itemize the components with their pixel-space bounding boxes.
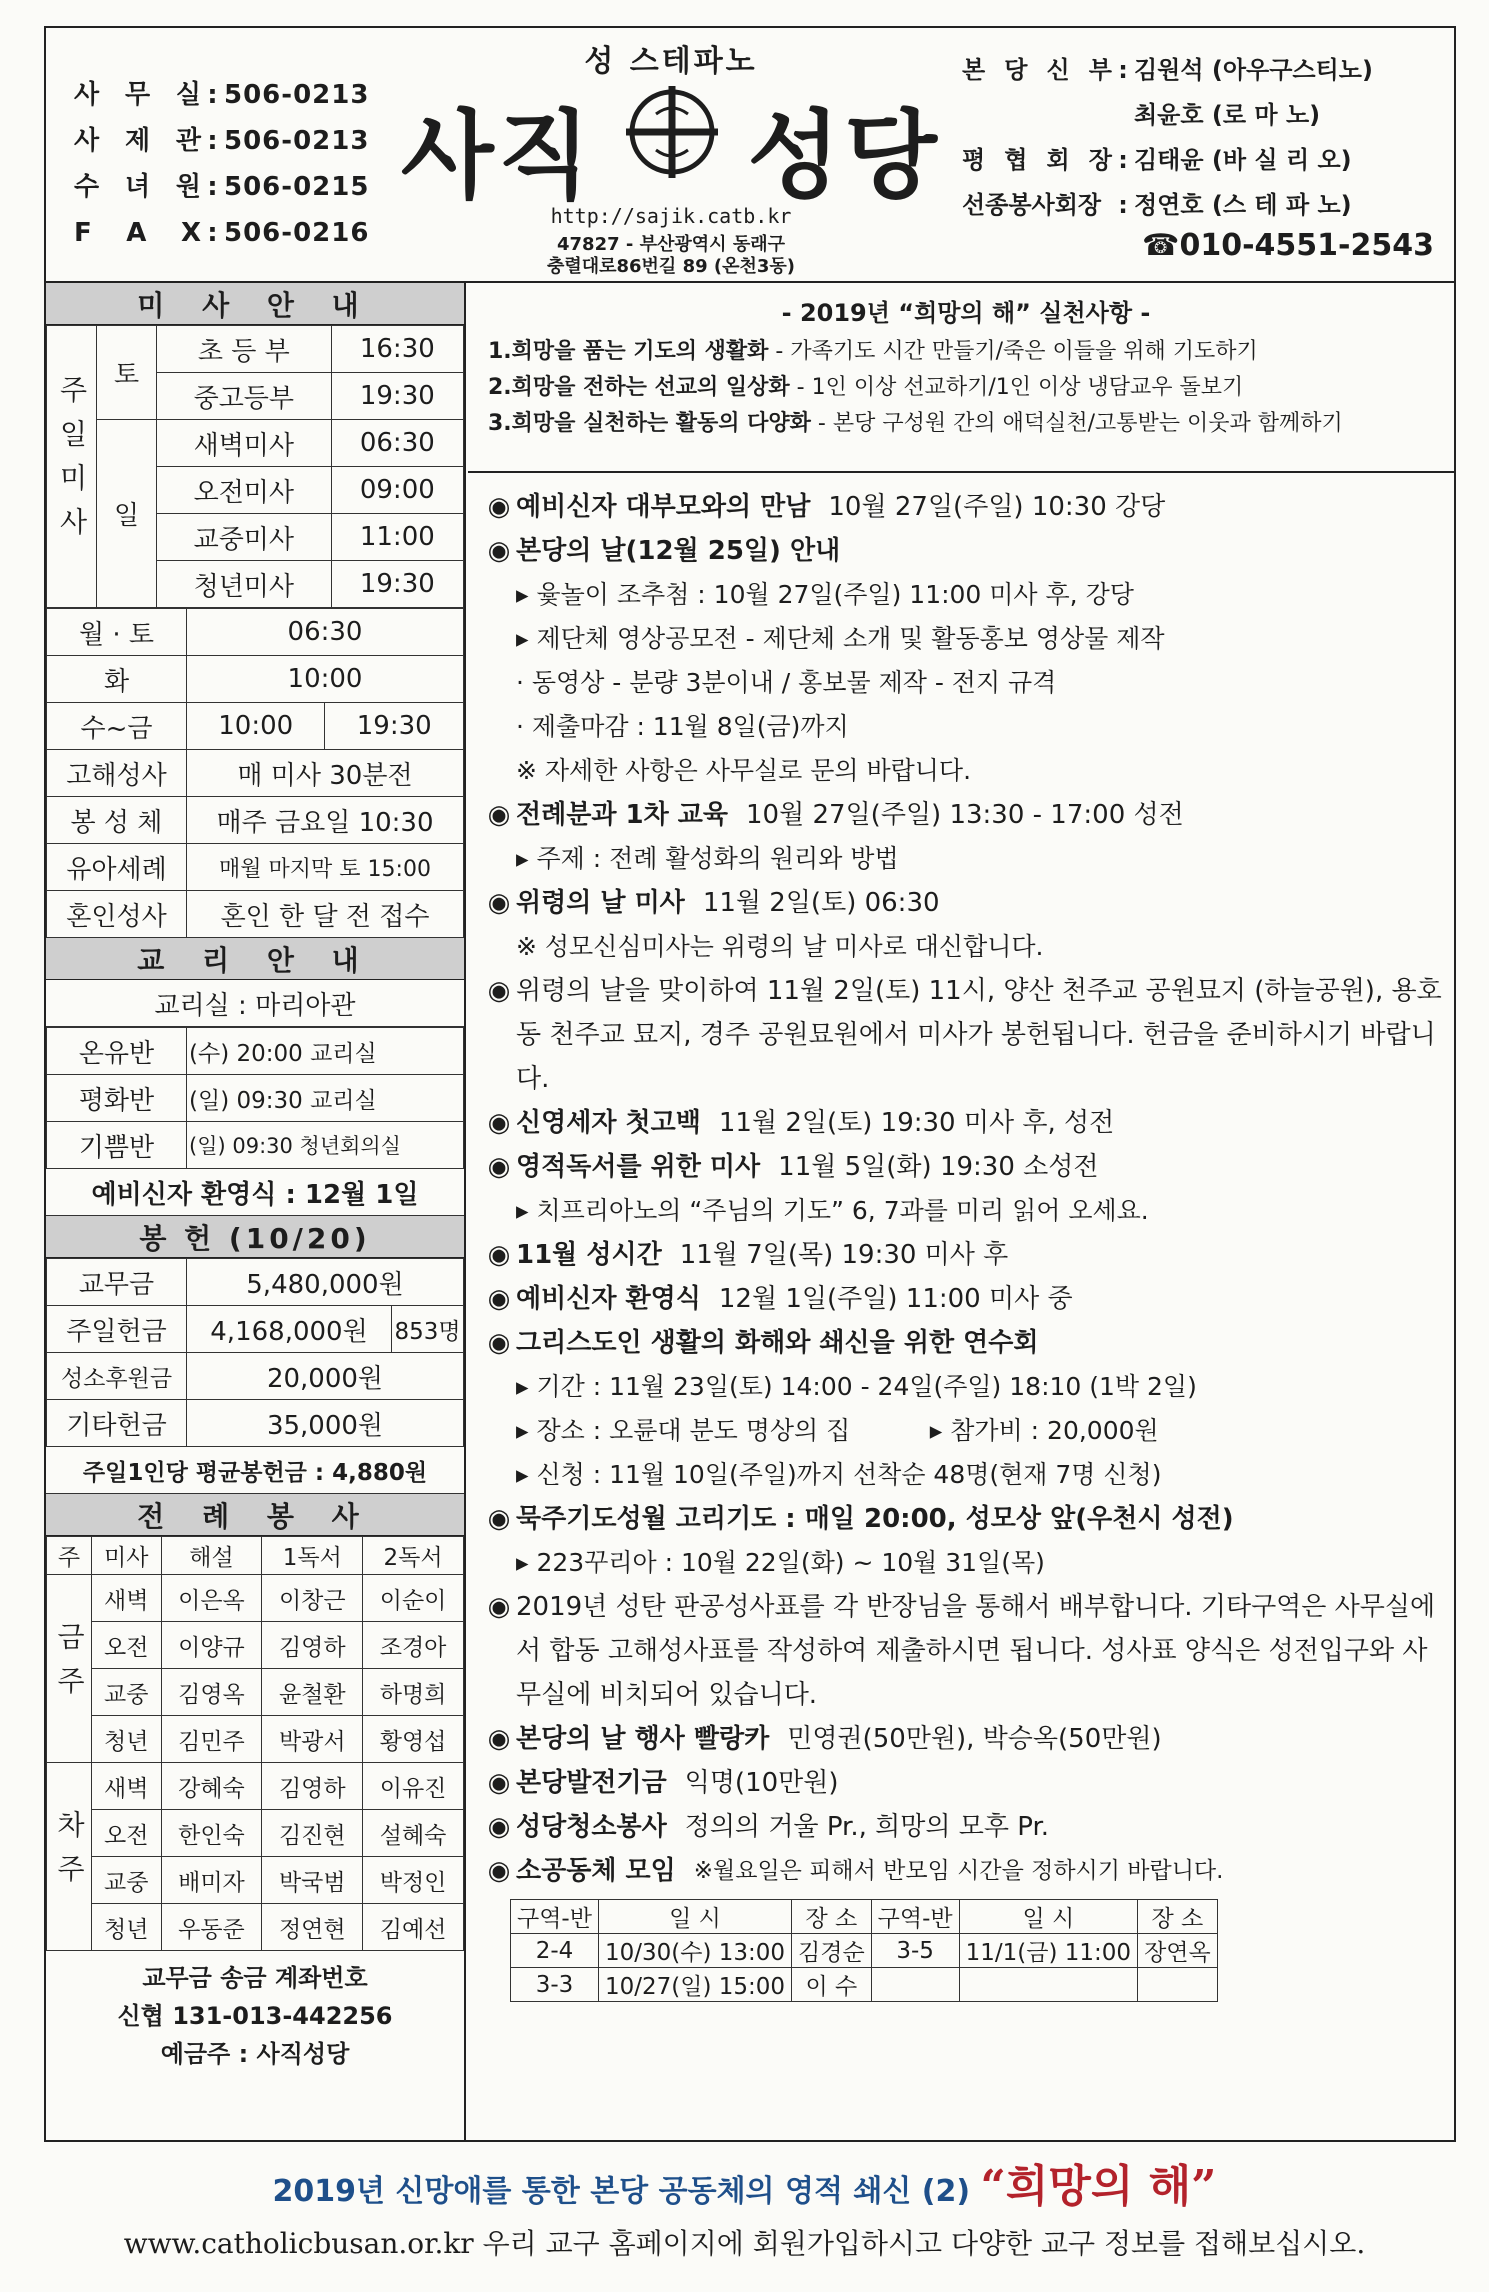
office-contacts: 사 무 실 : 506-0213 사 제 관 : 506-0213 수 녀 원 : 506-0215 F A X : 506-0216 (74, 72, 369, 256)
weekday-time: 10:00 (187, 703, 325, 750)
group-cell: 10/30(수) 13:00 (598, 1934, 791, 1968)
notice-title: 예비신자 환영식 (516, 1284, 701, 1314)
offering-label: 성소후원금 (47, 1353, 187, 1400)
liturgy-cell: 한인숙 (161, 1810, 262, 1857)
clergy-list: 본 당 신 부 : 김원석 (아우구스티노) 최윤호 (로 마 노) 평 협 회 장 : 김태윤 (바 실 리 오) 선종봉사회장 : 정연호 (스 테 파 노) (962, 48, 1434, 228)
group-header: 장 소 (1138, 1900, 1218, 1934)
notice-title: 성당청소봉사 (516, 1812, 667, 1842)
liturgy-cell: 교중 (92, 1669, 162, 1716)
notice-subline: ▸ 윷놀이 조추첨 : 10월 27일(주일) 11:00 미사 후, 강당 (516, 580, 1134, 609)
weekday-time: 06:30 (187, 609, 464, 656)
liturgy-table (46, 1536, 464, 1951)
group-header: 구역-반 (511, 1900, 599, 1934)
footer-website[interactable]: www.catholicbusan.or.kr 우리 교구 홈페이지에 회원가입하시고 다양한 교구 정보를 접해보십시오. (123, 2227, 1366, 2260)
group-cell: 이 수 (792, 1968, 872, 2002)
bullet-icon: ◉ (487, 1724, 511, 1754)
group-header: 장 소 (792, 1900, 872, 1934)
group-cell: 2-4 (511, 1934, 599, 1968)
notice-title: 예비신자 대부모와의 만남 (516, 492, 811, 522)
liturgy-cell: 정연현 (262, 1904, 363, 1951)
week-label: 차주 (53, 1809, 86, 1898)
contact-number: 506-0213 (224, 126, 370, 156)
theme-line (488, 334, 1444, 370)
mass-table (46, 325, 464, 608)
liturgy-cell: 박정인 (363, 1857, 464, 1904)
catechism-title: 교 리 안 내 (46, 938, 464, 980)
group-header: 구역-반 (871, 1900, 959, 1934)
mass-title: 미 사 안 내 (46, 283, 464, 325)
cross-emblem-icon (626, 86, 718, 178)
bullet-icon: ◉ (487, 536, 511, 566)
liturgy-cell: 새벽 (92, 1763, 162, 1810)
theme-line-title: 3.희망을 실천하는 활동의 다양화 (488, 411, 811, 436)
average-offering: 주일1인당 평균봉헌금 : 4,880원 (46, 1447, 464, 1494)
phone-number: ☎010-4551-2543 (1142, 228, 1434, 263)
patron-saint: 성 스테파노 (584, 44, 758, 79)
liturgy-header: 미사 (92, 1537, 162, 1575)
account-holder: 예금주 : 사직성당 (160, 2040, 350, 2068)
contact-number: 506-0216 (224, 218, 370, 248)
notice-item (482, 1233, 1442, 1277)
offering-amount: 35,000원 (187, 1400, 464, 1447)
bullet-icon: ◉ (487, 1592, 511, 1622)
offering-amount: 5,480,000원 (187, 1259, 464, 1306)
theme-line (488, 406, 1444, 442)
bullet-icon: ◉ (487, 1328, 511, 1358)
notice-title: 묵주기도성월 고리기도 : 매일 20:00, 성모상 앞(우천시 성전) (516, 1504, 1234, 1534)
offering-title: 봉 헌 (10/20) (46, 1216, 464, 1258)
notice-item (482, 1321, 1442, 1365)
notice-title: 위령의 날 미사 (516, 888, 685, 918)
notice-item (482, 1849, 1442, 1893)
group-cell: 장연옥 (1138, 1934, 1218, 1968)
notice-subline: ▸ 신청 : 11월 10일(주일)까지 선착순 48명(현재 7명 신청) (516, 1460, 1162, 1489)
bullet-icon: ◉ (487, 1768, 511, 1798)
parish-logo (391, 28, 951, 283)
mass-name: 교중미사 (157, 514, 332, 561)
liturgy-cell: 이유진 (363, 1763, 464, 1810)
notice-detail: 익명(10만원) (684, 1768, 839, 1798)
bulletin-header (46, 28, 1454, 283)
mass-name: 새벽미사 (157, 420, 332, 467)
liturgy-cell: 새벽 (92, 1575, 162, 1622)
liturgy-cell: 김영하 (262, 1622, 363, 1669)
notice-item (482, 529, 1442, 573)
small-community-table (510, 1899, 1218, 2002)
saturday-label: 토 (97, 326, 157, 420)
notice-item (482, 1145, 1442, 1189)
sacrament-label: 유아세례 (47, 844, 187, 891)
weekday-label: 화 (47, 656, 187, 703)
notice-item (482, 1101, 1442, 1145)
role-name: 김원석 (아우구스티노) (1134, 56, 1373, 84)
parish-name-left: 사직 (401, 100, 595, 212)
offering-label: 주일헌금 (47, 1306, 187, 1353)
bullet-icon: ◉ (487, 888, 511, 918)
weekday-label: 수~금 (47, 703, 187, 750)
notice-detail: 11월 2일(토) 19:30 미사 후, 성전 (718, 1108, 1115, 1138)
notice-title: 전례분과 1차 교육 (516, 800, 729, 830)
liturgy-header: 주 (47, 1537, 92, 1575)
notice-title: 11월 성시간 (516, 1240, 662, 1270)
notice-detail: 12월 1일(주일) 11:00 미사 중 (718, 1284, 1073, 1314)
liturgy-cell: 윤철환 (262, 1669, 363, 1716)
role-label: 본 당 신 부 (962, 56, 1112, 84)
bulletin-frame (44, 26, 1456, 2142)
group-cell (959, 1968, 1137, 2002)
notice-subline: ▸ 제단체 영상공모전 - 제단체 소개 및 활동홍보 영상물 제작 (516, 624, 1165, 653)
weekday-mass-table (46, 608, 464, 938)
slogan-text: 2019년 신망애를 통한 본당 공동체의 영적 쇄신 (2) (272, 2174, 981, 2209)
liturgy-cell: 이창근 (262, 1575, 363, 1622)
theme-line (488, 370, 1444, 406)
address-line: 충렬대로86번길 89 (온천3동) (546, 256, 796, 277)
notice-item (482, 1805, 1442, 1849)
liturgy-cell: 하명희 (363, 1669, 464, 1716)
contact-number: 506-0215 (224, 172, 370, 202)
mass-name: 오전미사 (157, 467, 332, 514)
sacrament-info: 매 미사 30분전 (187, 750, 464, 797)
notice-detail: 11월 2일(토) 06:30 (702, 888, 940, 918)
liturgy-cell: 오전 (92, 1810, 162, 1857)
offering-label: 교무금 (47, 1259, 187, 1306)
notice-detail: 10월 27일(주일) 13:30 - 17:00 성전 (746, 800, 1184, 830)
mass-time: 06:30 (331, 420, 463, 467)
liturgy-header: 1독서 (262, 1537, 363, 1575)
group-cell (871, 1968, 959, 2002)
footer-slogan (0, 2150, 1489, 2214)
liturgy-cell: 김민주 (161, 1716, 262, 1763)
bullet-icon: ◉ (487, 1284, 511, 1314)
liturgy-cell: 강혜숙 (161, 1763, 262, 1810)
liturgy-cell: 우동준 (161, 1904, 262, 1951)
weekday-label: 월 · 토 (47, 609, 187, 656)
liturgy-title: 전 례 봉 사 (46, 1494, 464, 1536)
liturgy-cell: 배미자 (161, 1857, 262, 1904)
mass-time: 19:30 (331, 561, 463, 608)
notice-item (482, 881, 1442, 925)
parish-url[interactable]: http://sajik.catb.kr (550, 204, 792, 228)
liturgy-cell: 조경아 (363, 1622, 464, 1669)
bullet-icon: ◉ (487, 492, 511, 522)
bullet-icon: ◉ (487, 1504, 511, 1534)
liturgy-cell: 이은옥 (161, 1575, 262, 1622)
notice-title: 신영세자 첫고백 (516, 1108, 701, 1138)
contact-number: 506-0213 (224, 80, 370, 110)
liturgy-cell: 박국범 (262, 1857, 363, 1904)
group-cell: 11/1(금) 11:00 (959, 1934, 1137, 1968)
notice-item (482, 1761, 1442, 1805)
notice-item (482, 969, 1442, 1101)
sacrament-label: 봉 성 체 (47, 797, 187, 844)
welcome-ceremony: 예비신자 환영식 : 12월 1일 (46, 1169, 464, 1216)
notice-title: 본당의 날 행사 빨랑카 (516, 1724, 770, 1754)
sacrament-label: 혼인성사 (47, 891, 187, 938)
account-title: 교무금 송금 계좌번호 (142, 1964, 368, 1992)
notice-subline: ▸ 223꾸리아 : 10월 22일(화) ~ 10월 31일(목) (516, 1548, 1045, 1577)
bullet-icon: ◉ (487, 1240, 511, 1270)
address-line: 47827 - 부산광역시 동래구 (557, 234, 785, 255)
liturgy-cell: 이양규 (161, 1622, 262, 1669)
notice-title: 본당발전기금 (516, 1768, 667, 1798)
notice-subline: · 제출마감 : 11월 8일(금)까지 (516, 712, 849, 741)
right-column (468, 283, 1456, 2141)
notice-title: 영적독서를 위한 미사 (516, 1152, 761, 1182)
class-name: 온유반 (47, 1028, 187, 1075)
notice-detail: 11월 7일(목) 19:30 미사 후 (679, 1240, 1009, 1270)
bullet-icon: ◉ (487, 1108, 511, 1138)
liturgy-header: 해설 (161, 1537, 262, 1575)
group-cell: 김경순 (792, 1934, 872, 1968)
liturgy-cell: 김영옥 (161, 1669, 262, 1716)
theme-line-title: 2.희망을 전하는 선교의 일상화 (488, 375, 790, 400)
mass-time: 11:00 (331, 514, 463, 561)
role-label (962, 93, 1112, 138)
notice-subline: ※ 성모신심미사는 위령의 날 미사로 대신합니다. (516, 932, 1044, 961)
offering-label: 기타헌금 (47, 1400, 187, 1447)
sacrament-label: 고해성사 (47, 750, 187, 797)
sunday-label: 일 (97, 420, 157, 608)
contact-label: 사 무 실 (74, 80, 202, 110)
account-number: 신협 131-013-442256 (117, 2002, 393, 2030)
class-name: 기쁨반 (47, 1122, 187, 1169)
contact-label: 사 제 관 (74, 126, 202, 156)
liturgy-cell: 설혜숙 (363, 1810, 464, 1857)
liturgy-cell: 박광서 (262, 1716, 363, 1763)
liturgy-cell: 김영하 (262, 1763, 363, 1810)
notice-item (482, 1497, 1442, 1541)
notice-title: 그리스도인 생활의 화해와 쇄신을 위한 연수회 (516, 1328, 1039, 1358)
liturgy-cell: 청년 (92, 1716, 162, 1763)
class-time: (일) 09:30 청년회의실 (187, 1122, 464, 1169)
liturgy-cell: 교중 (92, 1857, 162, 1904)
class-name: 평화반 (47, 1075, 187, 1122)
mass-name: 초 등 부 (157, 326, 332, 373)
group-cell (1138, 1968, 1218, 2002)
theme-line-title: 1.희망을 품는 기도의 생활화 (488, 339, 769, 364)
notice-detail: ※월요일은 피해서 반모임 시간을 정하시기 바랍니다. (693, 1858, 1224, 1884)
liturgy-header: 2독서 (363, 1537, 464, 1575)
offering-amount: 20,000원 (187, 1353, 464, 1400)
theme-line-text: - 가족기도 시간 만들기/죽은 이들을 위해 기도하기 (768, 339, 1258, 364)
notice-subline: ▸ 치프리아노의 “주님의 기도” 6, 7과를 미리 읽어 오세요. (516, 1196, 1149, 1225)
group-cell: 3-3 (511, 1968, 599, 2002)
left-column (46, 283, 466, 2141)
mass-name: 청년미사 (157, 561, 332, 608)
bullet-icon: ◉ (487, 976, 511, 1006)
liturgy-cell: 김진현 (262, 1810, 363, 1857)
weekday-time: 19:30 (325, 703, 464, 750)
contact-label: 수 녀 원 (74, 172, 202, 202)
class-time: (일) 09:30 교리실 (187, 1075, 464, 1122)
theme-heading: - 2019년 “희망의 해” 실천사항 - (781, 299, 1151, 327)
group-header: 일 시 (959, 1900, 1137, 1934)
notice-title: 소공동체 모임 (516, 1856, 676, 1886)
liturgy-cell: 황영섭 (363, 1716, 464, 1763)
mass-name: 중고등부 (157, 373, 332, 420)
notice-detail: 민영권(50만원), 박승옥(50만원) (787, 1724, 1162, 1754)
year-theme-box (468, 283, 1456, 473)
group-cell: 10/27(일) 15:00 (598, 1968, 791, 2002)
role-name: 김태윤 (바 실 리 오) (1134, 146, 1352, 174)
mass-time: 09:00 (331, 467, 463, 514)
notice-item (482, 1277, 1442, 1321)
attendance-count: 853명 (392, 1306, 464, 1353)
notice-paragraph: 2019년 성탄 판공성사표를 각 반장님을 통해서 배부합니다. 기타구역은 사무실에서 합동 고해성사표를 작성하여 제출하시면 됩니다. 성사표 양식은 성전입구와 사무실에 비치되어 있습니다. (516, 1592, 1436, 1710)
class-time: (수) 20:00 교리실 (187, 1028, 464, 1075)
notice-subline: ▸ 장소 : 오륜대 분도 명상의 집 ▸ 참가비 : 20,000원 (516, 1416, 1159, 1445)
bullet-icon: ◉ (487, 1812, 511, 1842)
week-label: 금주 (53, 1621, 86, 1710)
notices-list (468, 473, 1456, 2002)
parish-name-right: 성당 (747, 100, 941, 212)
donation-account (46, 1951, 464, 2073)
notice-item (482, 793, 1442, 837)
role-label: 선종봉사회장 (962, 191, 1102, 219)
notice-item (482, 485, 1442, 529)
contact-label: F A X (74, 218, 202, 248)
offering-table (46, 1258, 464, 1447)
liturgy-cell: 청년 (92, 1904, 162, 1951)
offering-amount: 4,168,000원 (187, 1306, 392, 1353)
notice-detail: 정의의 거울 Pr., 희망의 모후 Pr. (684, 1812, 1050, 1842)
notice-title: 본당의 날(12월 25일) 안내 (516, 536, 841, 566)
catechism-room: 교리실 : 마리아관 (46, 980, 464, 1027)
notice-subline: ▸ 주제 : 전례 활성화의 원리와 방법 (516, 844, 899, 873)
notice-paragraph: 위령의 날을 맞이하여 11월 2일(토) 11시, 양산 천주교 공원묘지 (하늘공원), 용호동 천주교 묘지, 경주 공원묘원에서 미사가 봉헌됩니다. 헌금을 준비하시기 바랍니다. (516, 976, 1442, 1094)
weekday-time: 10:00 (187, 656, 464, 703)
role-name: 정연호 (스 테 파 노) (1134, 191, 1352, 219)
notice-subline: ▸ 기간 : 11월 23일(토) 14:00 - 24일(주일) 18:10 (1박 2일) (516, 1372, 1197, 1401)
bullet-icon: ◉ (487, 1152, 511, 1182)
group-cell: 3-5 (871, 1934, 959, 1968)
theme-line-text: - 1인 이상 선교하기/1인 이상 냉담교우 돌보기 (789, 375, 1244, 400)
parish-address (391, 234, 951, 278)
notice-subline: ※ 자세한 사항은 사무실로 문의 바랍니다. (516, 756, 972, 785)
liturgy-cell: 오전 (92, 1622, 162, 1669)
sacrament-info: 매주 금요일 10:30 (187, 797, 464, 844)
notice-item (482, 1717, 1442, 1761)
bullet-icon: ◉ (487, 1856, 511, 1886)
notice-detail: 10월 27일(주일) 10:30 강당 (828, 492, 1166, 522)
slogan-highlight: “희망의 해” (980, 2161, 1217, 2212)
catechism-table (46, 1027, 464, 1169)
sacrament-info: 혼인 한 달 전 접수 (187, 891, 464, 938)
mass-time: 16:30 (331, 326, 463, 373)
role-label: 평 협 회 장 (962, 146, 1112, 174)
liturgy-cell: 김예선 (363, 1904, 464, 1951)
mass-time: 19:30 (331, 373, 463, 420)
notice-item (482, 1585, 1442, 1717)
theme-line-text: - 본당 구성원 간의 애덕실천/고통받는 이웃과 함께하기 (810, 411, 1343, 436)
notice-subline: · 동영상 - 분량 3분이내 / 홍보물 제작 - 전지 규격 (516, 668, 1057, 697)
notice-detail: 11월 5일(화) 19:30 소성전 (778, 1152, 1099, 1182)
bullet-icon: ◉ (487, 800, 511, 830)
sunday-mass-label: 주일미사 (55, 375, 89, 551)
sacrament-info: 매월 마지막 토 15:00 (187, 844, 464, 891)
liturgy-cell: 이순이 (363, 1575, 464, 1622)
group-header: 일 시 (598, 1900, 791, 1934)
role-name: 최윤호 (로 마 노) (1134, 101, 1321, 129)
